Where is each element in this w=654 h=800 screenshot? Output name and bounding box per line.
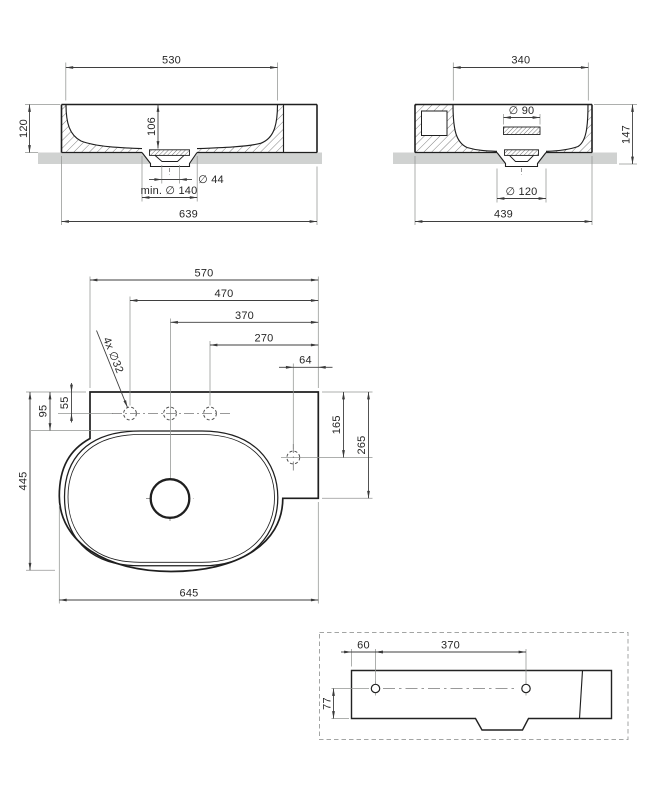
drain-circle (151, 479, 190, 518)
dim-side-trap-width: ∅ 120 (505, 186, 538, 198)
drain-flange (150, 150, 190, 156)
top-plan-view (18, 268, 373, 604)
dim-side-overflow: ∅ 90 (508, 105, 535, 117)
drain-trap (497, 150, 546, 175)
front-section-view (18, 55, 322, 226)
rear-view (320, 633, 629, 740)
basin-rear-outline (352, 671, 612, 731)
dim-front-drain-hole: ∅ 44 (198, 174, 224, 186)
dim-rear-77: 77 (321, 697, 334, 710)
mounting-hole-right (522, 684, 530, 692)
dim-top-265: 265 (356, 435, 368, 455)
dim-front-trap-clearance: min. ∅ 140 (140, 185, 198, 197)
dim-top-645: 645 (179, 587, 199, 600)
drain-flange (505, 150, 539, 156)
dim-front-total-width: 639 (179, 208, 198, 221)
dim-top-95: 95 (37, 404, 50, 418)
dim-top-165: 165 (331, 415, 343, 435)
side-section-view (393, 55, 637, 226)
overflow-slot (504, 127, 541, 135)
drain-trap (142, 150, 197, 175)
dim-top-470: 470 (214, 288, 234, 300)
dim-front-bowl-width: 530 (162, 54, 181, 67)
dim-side-height: 147 (620, 125, 633, 144)
dim-rear-60: 60 (357, 639, 370, 652)
dim-side-bowl-width: 340 (511, 54, 531, 67)
mounting-hole-left (371, 684, 379, 692)
dim-top-55: 55 (59, 396, 71, 410)
dim-top-270: 270 (254, 332, 274, 345)
dim-front-bowl-depth: 106 (146, 117, 158, 136)
dim-top-64: 64 (299, 354, 312, 367)
basin-silhouette (59, 392, 318, 572)
dim-top-370: 370 (235, 309, 254, 322)
dim-rear-370: 370 (441, 639, 460, 652)
dim-front-height: 120 (18, 119, 30, 138)
dim-top-tap-holes: 4x ∅32 (100, 335, 126, 376)
mounting-recess (422, 111, 448, 136)
dim-top-570: 570 (194, 267, 214, 280)
dim-top-445: 445 (17, 471, 30, 491)
dim-side-total-depth: 439 (494, 208, 513, 221)
